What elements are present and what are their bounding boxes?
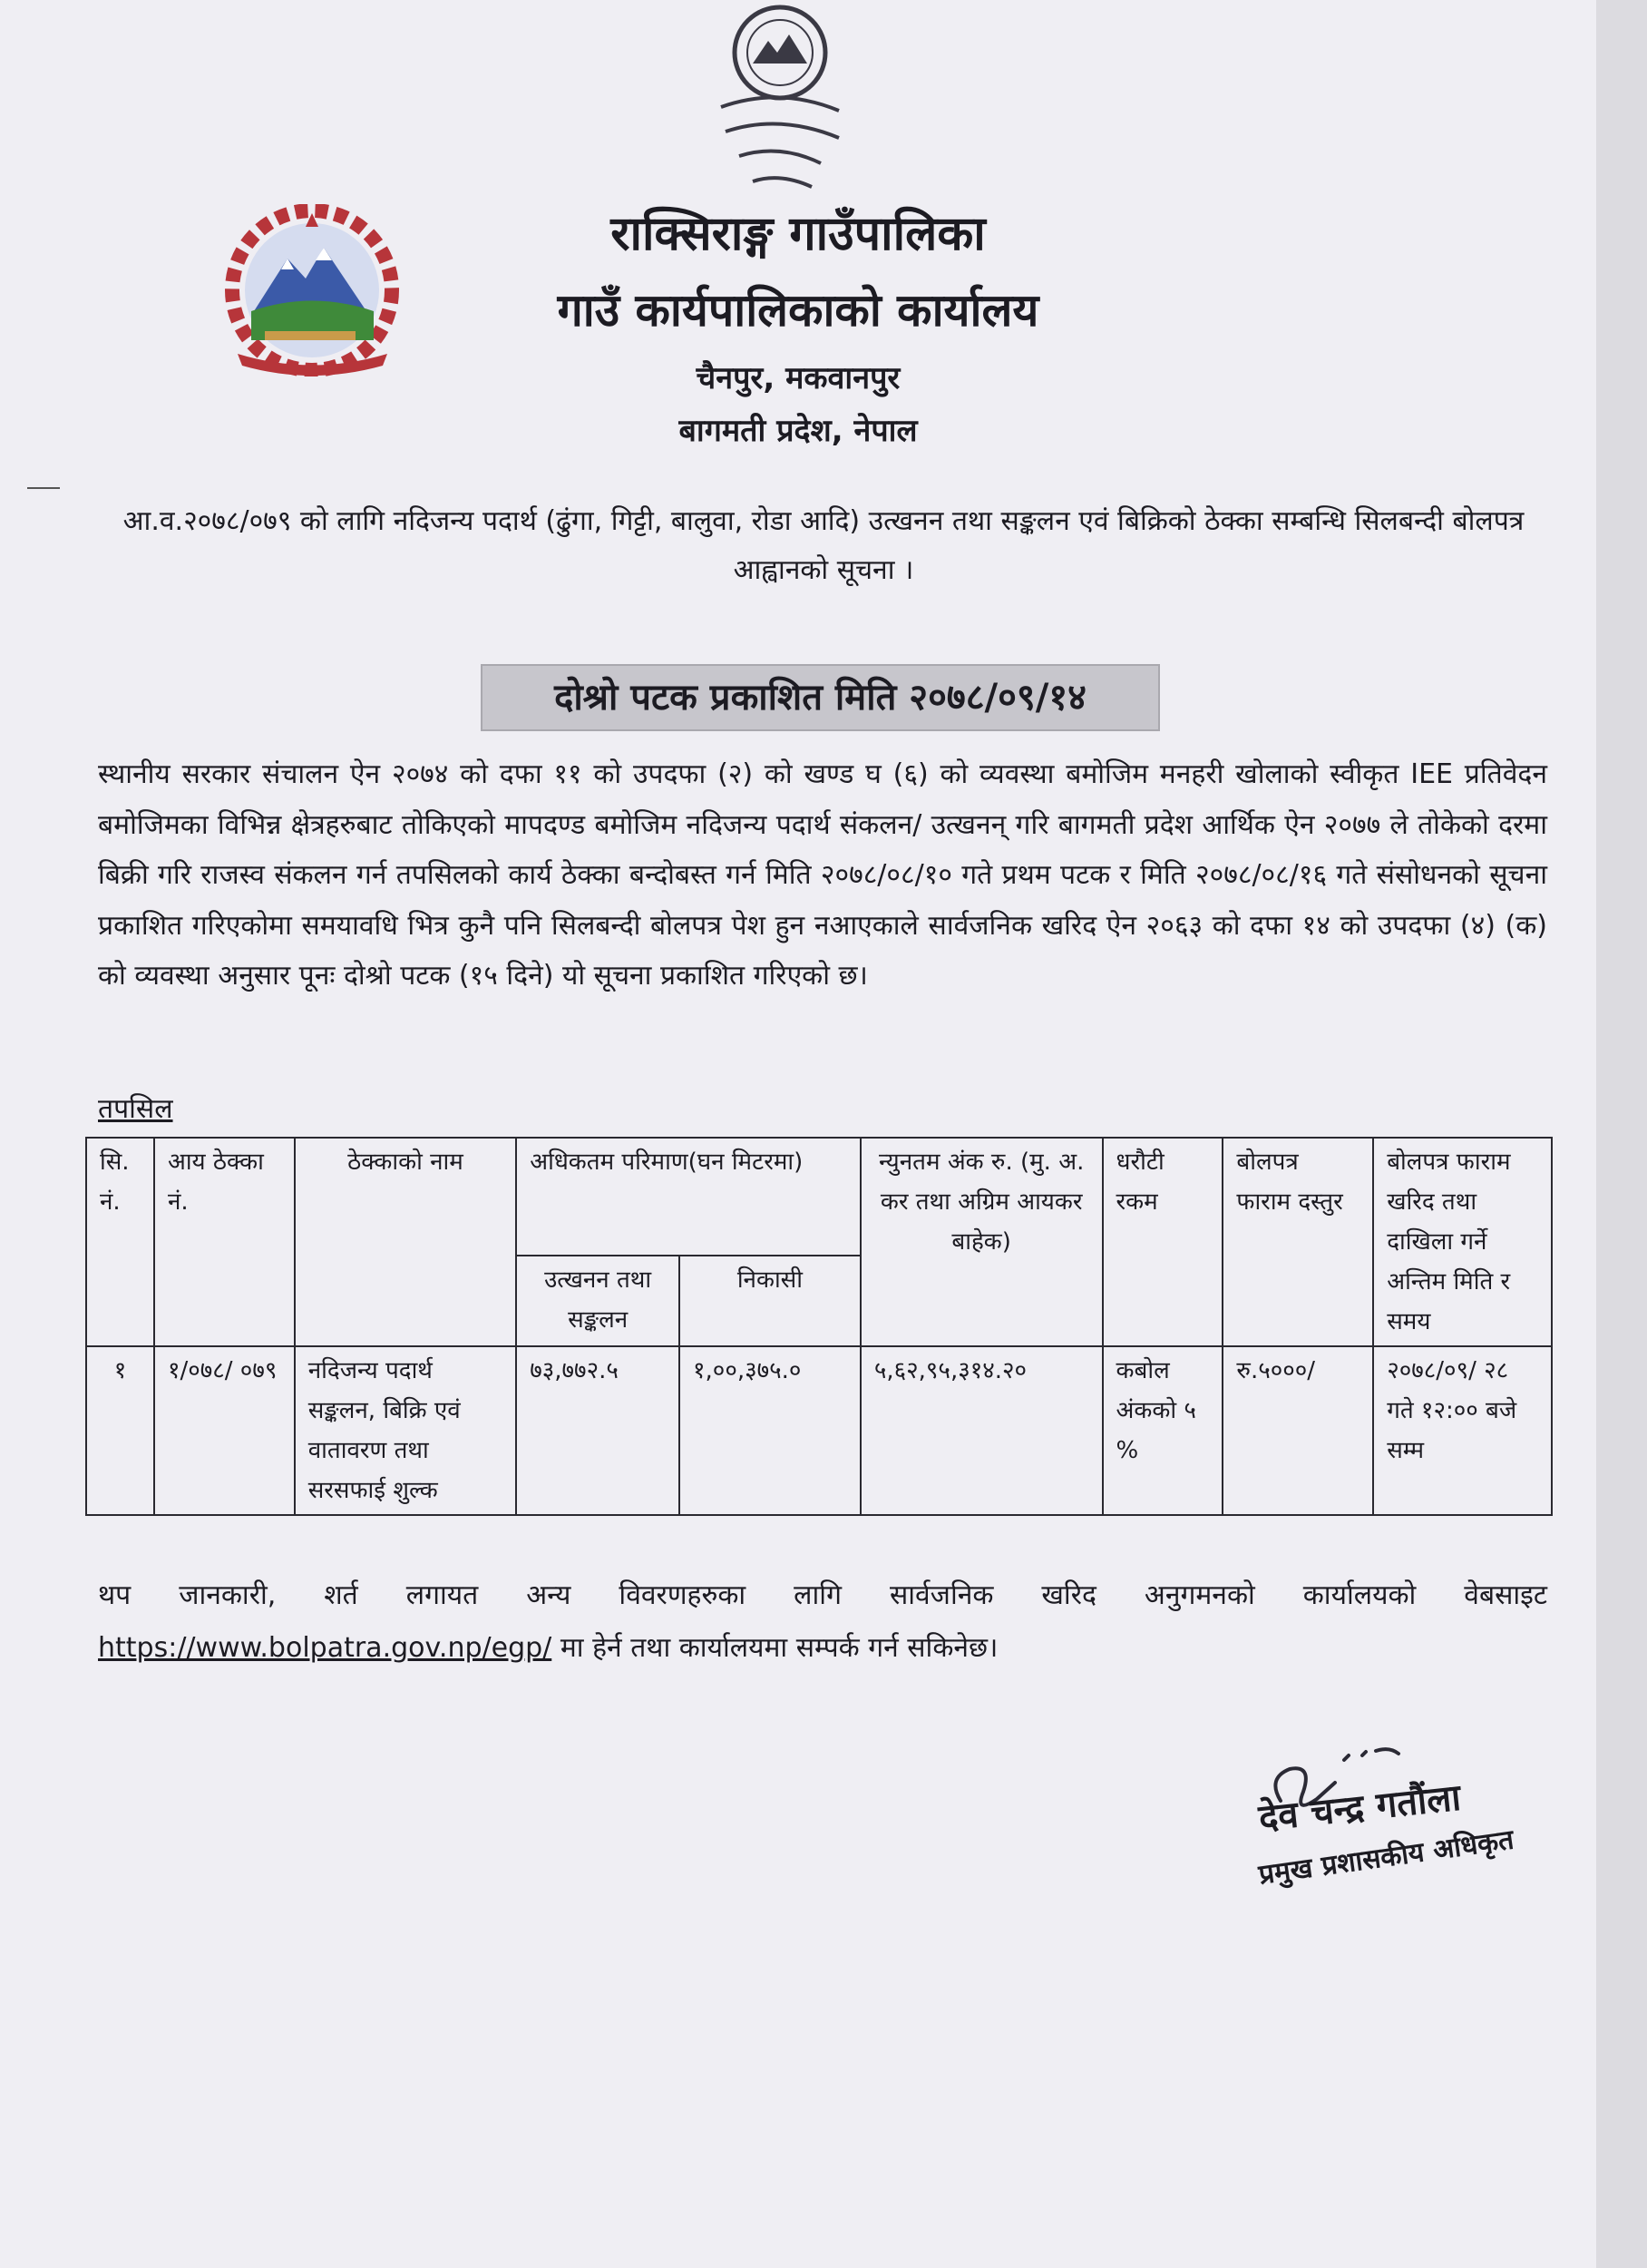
province-country: बागमती प्रदेश, नेपाल xyxy=(678,413,918,449)
notice-body: स्थानीय सरकार संचालन ऐन २०७४ को दफा ११ को उपदफा (२) को खण्ड घ (६) को व्यवस्था बमोजिम मनहरी खोलाको स्वीकृत IEE प्रतिवेदन बमोजिमका विभिन्न क्षेत्रहरुबाट तोकिएको मापदण्ड बमोजिम नदिजन्य पदार्थ संकलन/ उत्खनन् गरि बागमती प्रदेश आर्थिक ऐन २०७७ ले तोकेको दरमा बिक्री गरि राजस्व संकलन गर्न तपसिलको कार्य ठेक्का बन्दोबस्त गर्न मिति २०७८/०८/१० गते प्रथम पटक र मिति २०७८/०८/१६ गते संसोधनको सूचना प्रकाशित गरिएकोमा समयावधि भित्र कुनै पनि सिलबन्दी बोलपत्र पेश हुन नआएकाले सार्वजनिक खरिद ऐन २०६३ को दफा १४ को उपदफा (४) (क) को व्यवस्था अनुसार पूनः दोश्रो पटक (१५ दिने) यो सूचना प्रकाशित गरिएको छ। xyxy=(98,758,1547,992)
header-deadline: बोलपत्र फाराम खरिद तथा दाखिला गर्ने अन्तिम मिति र समय xyxy=(1373,1138,1552,1346)
municipality-name: राक्सिराङ्ग गाउँपालिका xyxy=(610,207,986,261)
header-deposit: धरौटी रकम xyxy=(1103,1138,1223,1346)
header-contract-no: आय ठेक्का नं. xyxy=(154,1138,295,1346)
publish-date-banner: दोश्रो पटक प्रकाशित मिति २०७८/०९/१४ xyxy=(481,664,1160,731)
cell-export: १,००,३७५.० xyxy=(679,1346,861,1515)
scan-edge xyxy=(1596,0,1647,2268)
header-form-fee: बोलपत्र फाराम दस्तुर xyxy=(1223,1138,1373,1346)
office-seal-stamp xyxy=(667,0,893,204)
cell-deadline: २०७८/०९/ २८ गते १२:०० बजे सम्म xyxy=(1373,1346,1552,1515)
scan-mark xyxy=(27,487,60,489)
contract-table xyxy=(85,1137,1553,1516)
header-excavation: उत्खनन तथा सङ्कलन xyxy=(516,1256,679,1346)
signatory-title: प्रमुख प्रशासकीय अधिकृत xyxy=(1256,1823,1516,1892)
header-contract-name: ठेक्काको नाम xyxy=(295,1138,517,1346)
more-info xyxy=(98,1569,1547,1675)
schedule-label: तपसिल xyxy=(98,1093,173,1125)
bolpatra-link[interactable]: https://www.bolpatra.gov.np/egp/ xyxy=(98,1632,552,1664)
office-name: गाउँ कार्यपालिकाको कार्यालय xyxy=(557,284,1039,337)
cell-contract-no: १/०७८/ ०७९ xyxy=(154,1346,295,1515)
office-address: चैनपुर, मकवानपुर xyxy=(696,360,901,396)
header-max-qty: अधिकतम परिमाण(घन मिटरमा) xyxy=(516,1138,861,1256)
header-sn: सि. नं. xyxy=(86,1138,154,1346)
cell-contract-name: नदिजन्य पदार्थ सङ्कलन, बिक्रि एवं वातावरण तथा सरसफाई शुल्क xyxy=(295,1346,517,1515)
header-min-amount: न्युनतम अंक रु. (मु. अ. कर तथा अग्रिम आयकर बाहेक) xyxy=(861,1138,1103,1346)
header-export: निकासी xyxy=(679,1256,861,1346)
cell-deposit: कबोल अंकको ५ % xyxy=(1103,1346,1223,1515)
cell-sn: १ xyxy=(86,1346,154,1515)
notice-subject: आ.व.२०७८/०७९ को लागि नदिजन्य पदार्थ (ढुंगा, गिट्टी, बालुवा, रोडा आदि) उत्खनन तथा सङ्कलन एवं बिक्रिको ठेक्का सम्बन्धि सिलबन्दी बोलपत्र आह्वानको सूचना । xyxy=(122,505,1525,586)
cell-excavation: ७३,७७२.५ xyxy=(516,1346,679,1515)
more-info-text-end: मा हेर्न तथा कार्यालयमा सम्पर्क गर्न सकिनेछ। xyxy=(560,1632,999,1664)
cell-form-fee: रु.५०००/ xyxy=(1223,1346,1373,1515)
table-row xyxy=(86,1346,1552,1515)
signatory-name: देव चन्द्र गतौंला xyxy=(1256,1776,1463,1840)
cell-min-amount: ५,६२,९५,३१४.२० xyxy=(861,1346,1103,1515)
table-header-row xyxy=(86,1138,1552,1256)
more-info-text: थप जानकारी, शर्त लगायत अन्य विवरणहरुका लागि सार्वजनिक खरिद अनुगमनको कार्यालयको वेबसाइट xyxy=(98,1579,1547,1611)
